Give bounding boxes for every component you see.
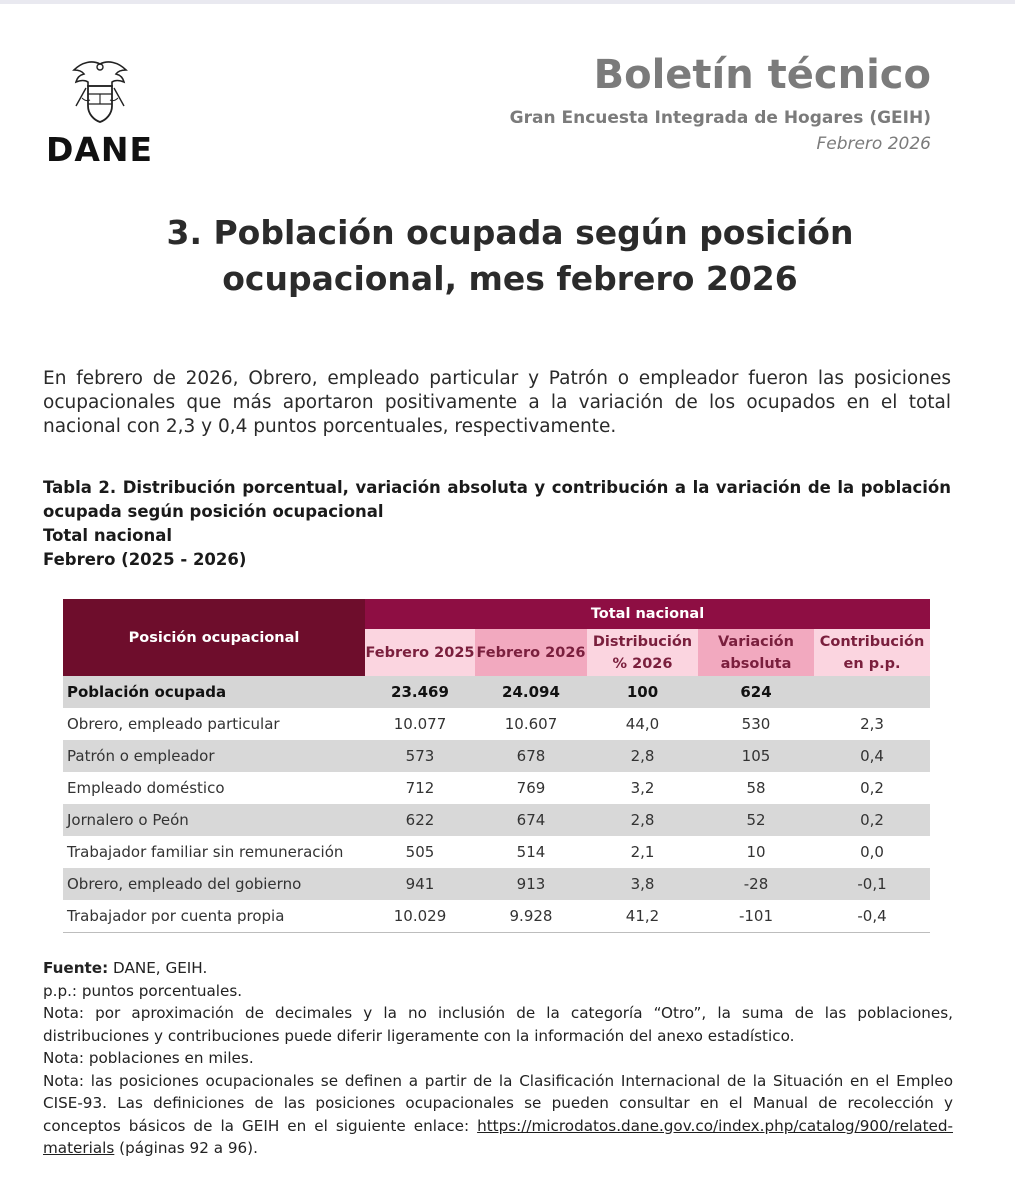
report-title: Boletín técnico: [593, 52, 931, 98]
logo-wordmark: DANE: [46, 130, 154, 169]
cell-contribution: 0,0: [860, 843, 884, 861]
cell-variation: -101: [698, 900, 814, 933]
cell-feb-2026: 769: [516, 779, 546, 797]
cell-variation: 58: [746, 779, 766, 797]
cell-feb-2025: 712: [405, 779, 435, 797]
cell-variation: 10: [746, 843, 766, 861]
rounding-note: Nota: por aproximación de decimales y la no inclusión de la categoría “Otro”, la suma de las poblaciones, distribuciones y contribuciones puede diferir ligeramente con la información del anexo estadístico.: [43, 1004, 953, 1045]
header-contribution: Contribución en p.p.: [814, 629, 930, 676]
row-label: Población ocupada: [63, 676, 365, 708]
header-total-nacional: Total nacional: [365, 599, 930, 629]
report-date: Febrero 2026: [816, 134, 931, 154]
cell-distribution: 2,8: [587, 804, 698, 836]
table-notes: [43, 957, 953, 1160]
cell-contribution: -0,1: [814, 868, 930, 900]
cell-distribution: 3,8: [587, 868, 698, 900]
cell-feb-2025: 622: [365, 804, 475, 836]
cell-variation: 530: [741, 715, 771, 733]
cell-variation: 105: [698, 740, 814, 772]
cell-distribution: 3,2: [630, 779, 655, 797]
microdatos-link[interactable]: https://microdatos.dane.gov.co/index.php/catalog/900/related-materials: [43, 1116, 953, 1157]
table-row: [63, 900, 930, 933]
cell-distribution: 100: [587, 676, 698, 708]
table-row: [63, 804, 930, 836]
cell-feb-2025: 573: [365, 740, 475, 772]
row-label: Empleado doméstico: [67, 779, 225, 797]
survey-name: Gran Encuesta Integrada de Hogares (GEIH): [509, 108, 931, 128]
cell-contribution: -0,4: [814, 900, 930, 933]
header-distribution: Distribución % 2026: [587, 629, 698, 676]
cell-feb-2025: 23.469: [365, 676, 475, 708]
cell-contribution: 0,4: [814, 740, 930, 772]
source-text: DANE, GEIH.: [113, 959, 208, 977]
table-caption-scope: Total nacional: [43, 526, 173, 545]
header-feb-2025: Febrero 2025: [365, 629, 475, 676]
cell-contribution: 0,2: [814, 804, 930, 836]
table-caption: [43, 476, 951, 572]
table-row: [63, 836, 930, 868]
cell-feb-2026: 24.094: [475, 676, 587, 708]
section-title-line-1: 3. Población ocupada según posición: [166, 213, 854, 252]
table-row: [63, 740, 930, 772]
pp-note: p.p.: puntos porcentuales.: [43, 981, 243, 1000]
cell-feb-2025: 10.077: [393, 715, 447, 733]
header-feb-2026: Febrero 2026: [475, 629, 587, 676]
cell-distribution: 44,0: [625, 715, 660, 733]
cell-variation: -28: [698, 868, 814, 900]
row-label: Trabajador familiar sin remuneración: [67, 843, 344, 861]
source-note: [43, 957, 953, 980]
cell-contribution: [814, 676, 930, 708]
table-caption-title: Tabla 2. Distribución porcentual, variación absoluta y contribución a la variación de la población ocupada según posición ocupacional: [43, 478, 951, 521]
cell-variation: 52: [698, 804, 814, 836]
row-label: Jornalero o Peón: [63, 804, 365, 836]
table-caption-period: Febrero (2025 - 2026): [43, 550, 247, 569]
cell-contribution: 2,3: [860, 715, 884, 733]
cell-contribution: 0,2: [860, 779, 884, 797]
table-row-total: [63, 676, 930, 708]
cell-feb-2026: 674: [475, 804, 587, 836]
cell-feb-2025: 941: [365, 868, 475, 900]
table-row: [63, 708, 930, 740]
table-row: [63, 772, 930, 804]
row-label: Obrero, empleado particular: [67, 715, 280, 733]
cell-distribution: 2,8: [587, 740, 698, 772]
occupational-position-table: [63, 599, 930, 933]
cell-feb-2026: 10.607: [504, 715, 558, 733]
header-position: Posición ocupacional: [63, 599, 365, 676]
cell-distribution: 41,2: [587, 900, 698, 933]
section-title: [60, 210, 960, 302]
row-label: Obrero, empleado del gobierno: [63, 868, 365, 900]
source-label: Fuente:: [43, 959, 109, 977]
section-title-line-2: ocupacional, mes febrero 2026: [222, 259, 798, 298]
header-absolute-variation: Variación absoluta: [698, 629, 814, 676]
coat-of-arms-icon: [68, 58, 132, 126]
cell-feb-2026: 678: [475, 740, 587, 772]
table-row: [63, 868, 930, 900]
definitions-note-text: Nota: las posiciones ocupacionales se definen a partir de la Clasificación Internacional de la Situación en el Empleo CISE-93. Las definiciones de las posiciones ocupacionales se pueden consultar en el Manual de recolección y conceptos básicos de la GEIH en el siguiente enlace:: [43, 1071, 953, 1135]
lead-paragraph: En febrero de 2026, Obrero, empleado particular y Patrón o empleador fueron las posiciones ocupacionales que más aportaron positivamente a la variación de los ocupados en el total nacional con 2,3 y 0,4 puntos porcentuales, respectivamente.: [43, 368, 951, 437]
top-border: [0, 0, 1015, 4]
cell-distribution: 2,1: [630, 843, 655, 861]
row-label: Patrón o empleador: [63, 740, 365, 772]
cell-feb-2025: 505: [405, 843, 435, 861]
cell-feb-2025: 10.029: [365, 900, 475, 933]
dane-logo: [40, 58, 165, 173]
definitions-note: [43, 1070, 953, 1160]
cell-feb-2026: 514: [516, 843, 546, 861]
cell-feb-2026: 9.928: [475, 900, 587, 933]
definitions-note-pages: (páginas 92 a 96).: [114, 1139, 258, 1157]
cell-variation: 624: [698, 676, 814, 708]
units-note: Nota: poblaciones en miles.: [43, 1049, 254, 1067]
cell-feb-2026: 913: [475, 868, 587, 900]
row-label: Trabajador por cuenta propia: [63, 900, 365, 933]
